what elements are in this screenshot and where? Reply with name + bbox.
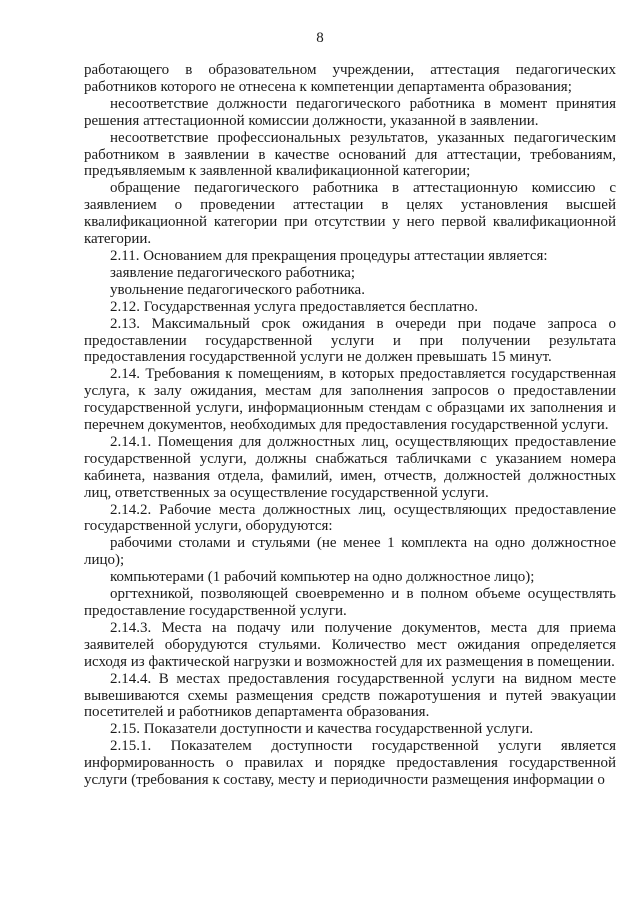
paragraph: 2.14.4. В местах предоставления государственной услуги на видном месте вывешиваются схемы размещения средств пожаротушения и путей эвакуации посетителей и работников департамента образования. (84, 670, 616, 721)
paragraph: 2.14.3. Места на подачу или получение документов, места для приема заявителей оборудуются стульями. Количество мест ожидания определяется исходя из фактической нагрузки и возможностей для их размещения в помещении. (84, 619, 616, 670)
document-body (84, 62, 616, 789)
page-number: 8 (316, 30, 324, 46)
paragraph: работающего в образовательном учреждении, аттестация педагогических работников которого не отнесена к компетенции департамента образования; (84, 62, 616, 95)
paragraph: оргтехникой, позволяющей своевременно и в полном объеме осуществлять предоставление государственной услуги. (84, 586, 616, 619)
paragraph: несоответствие профессиональных результатов, указанных педагогическим работником в заявлении в качестве оснований для аттестации, требованиям, предъявляемым к заявленной квалификационной категории; (84, 129, 616, 180)
paragraph: 2.11. Основанием для прекращения процедуры аттестации является: (110, 247, 548, 264)
paragraph: 2.15.1. Показателем доступности государственной услуги является информированность о правилах и порядке предоставления государственной услуги (требования к составу, месту и периодичности размещения информации о (84, 738, 616, 789)
paragraph: 2.13. Максимальный срок ожидания в очереди при подаче запроса о предоставлении государственной услуги и при получении результата предоставления государственной услуги не должен превышать 15 минут. (84, 315, 616, 366)
paragraph: увольнение педагогического работника. (110, 281, 365, 298)
paragraph: несоответствие должности педагогического работника в момент принятия решения аттестационной комиссии должности, указанной в заявлении. (84, 95, 616, 129)
paragraph: 2.15. Показатели доступности и качества государственной услуги. (110, 721, 534, 738)
paragraph: заявление педагогического работника; (110, 264, 356, 281)
paragraph: 2.14.1. Помещения для должностных лиц, осуществляющих предоставление государственной услуги, должны снабжаться табличками с указанием номера кабинета, названия отдела, фамилий, имен, отчеств, должностей должностных лиц, ответственных за осуществление государственной услуги. (84, 433, 616, 501)
paragraph: обращение педагогического работника в аттестационную комиссию с заявлением о проведении аттестации в целях установления высшей квалификационной категории при отсутствии у него первой квалификационной категории. (84, 180, 616, 248)
paragraph: рабочими столами и стульями (не менее 1 комплекта на одно должностное лицо); (84, 535, 616, 569)
paragraph: 2.14.2. Рабочие места должностных лиц, осуществляющих предоставление государственной услуги, оборудуются: (84, 501, 616, 535)
paragraph: компьютерами (1 рабочий компьютер на одно должностное лицо); (110, 569, 535, 586)
paragraph: 2.14. Требования к помещениям, в которых предоставляется государственная услуга, к залу ожидания, местам для заполнения запросов о предоставлении государственной услуги, информационным стендам с образцами их заполнения и перечнем документов, необходимых для предоставления государственной услуги. (84, 366, 616, 434)
paragraph: 2.12. Государственная услуга предоставляется бесплатно. (110, 298, 478, 315)
